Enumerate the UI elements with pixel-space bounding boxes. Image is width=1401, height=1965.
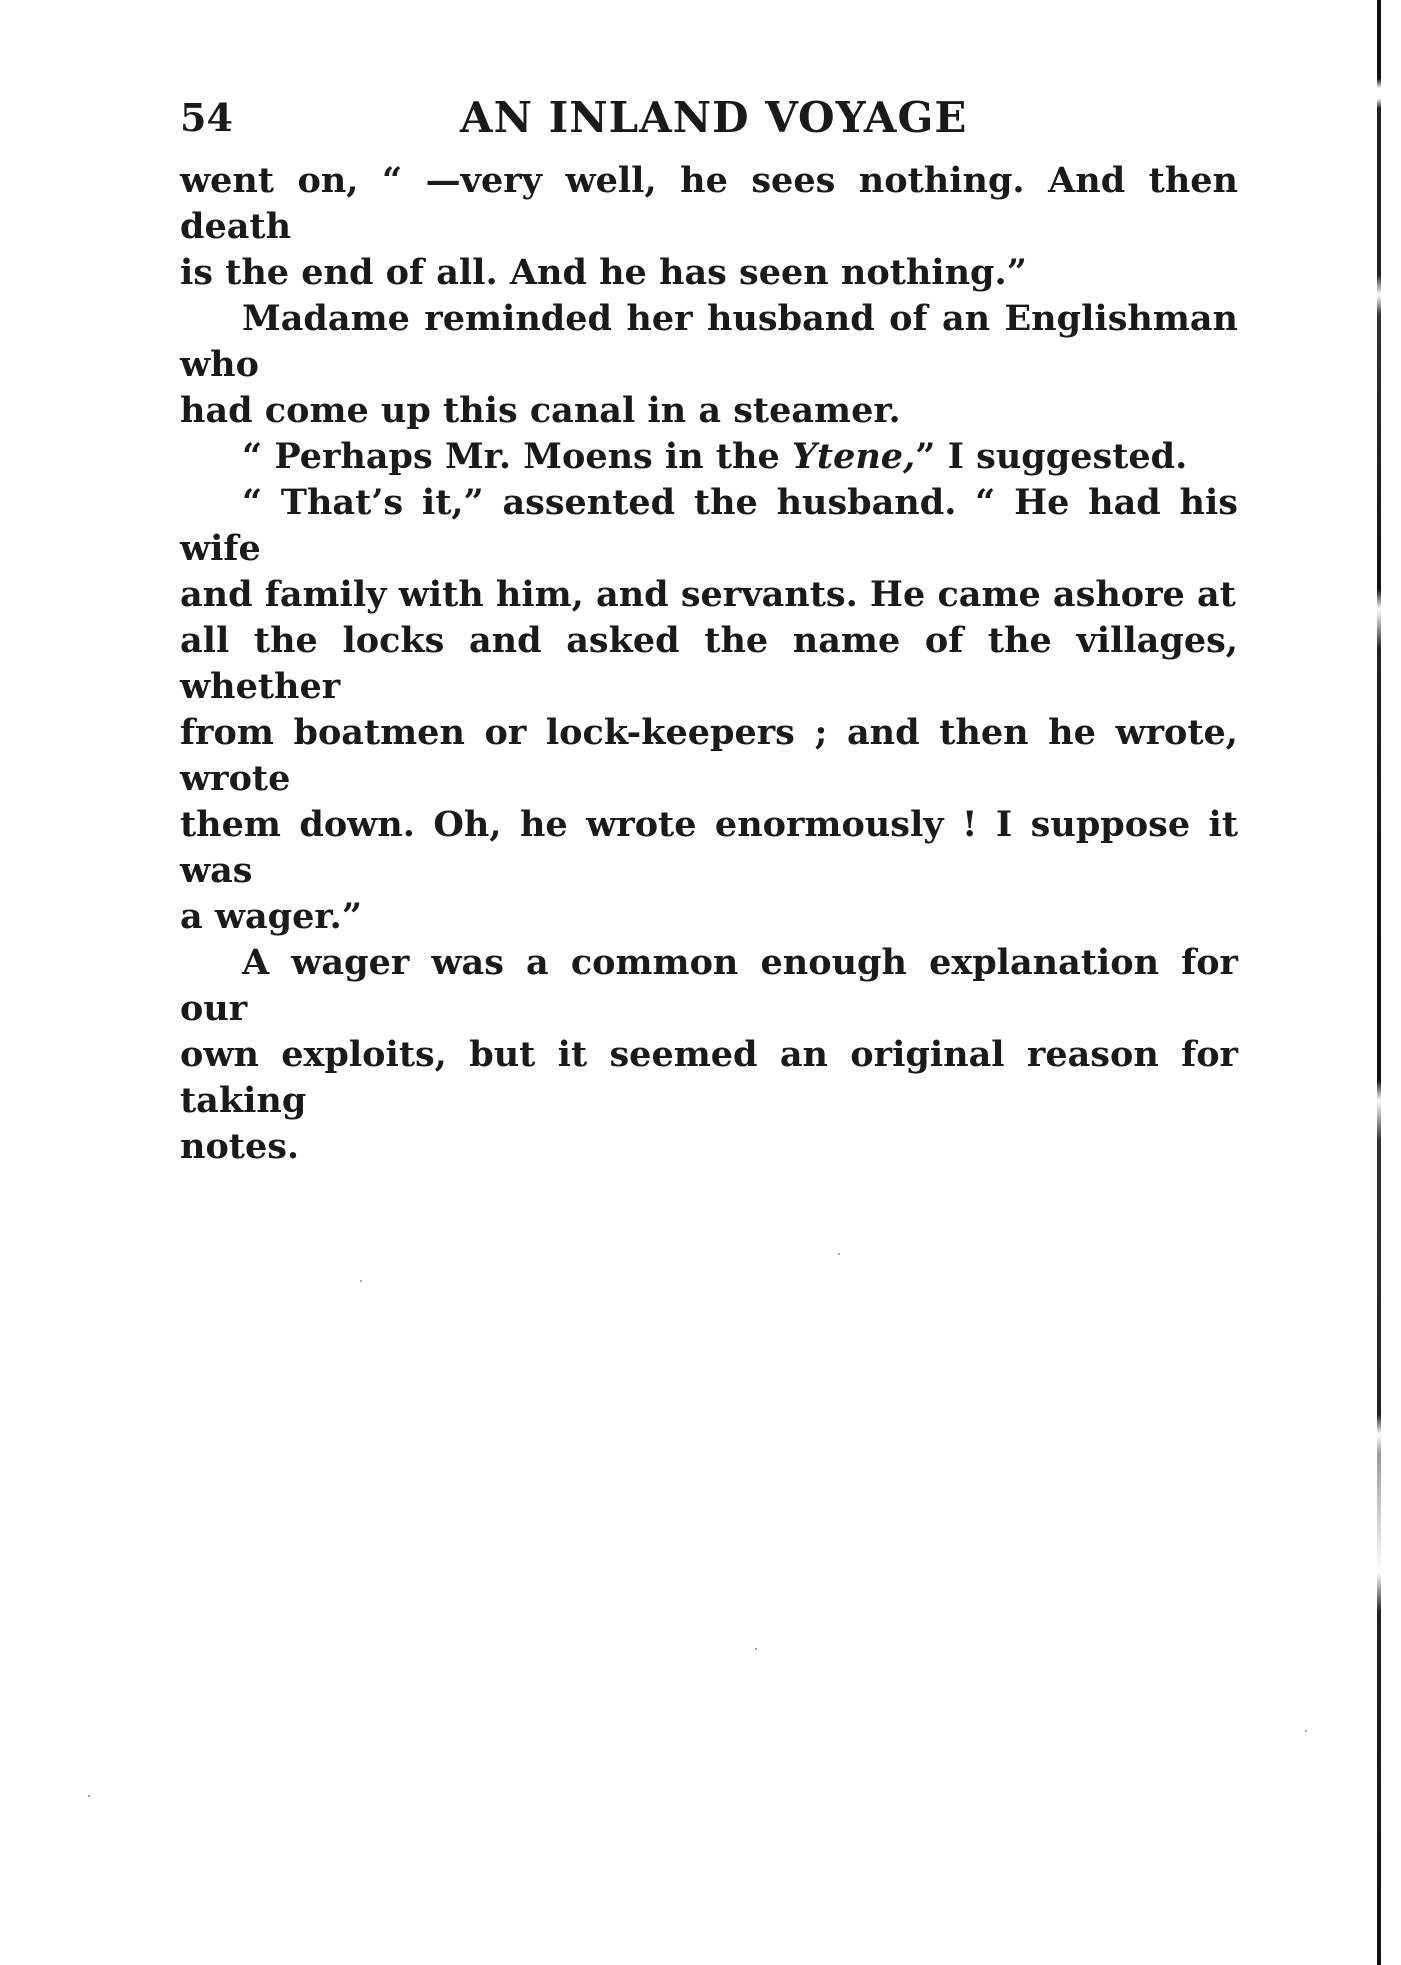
- running-head: [180, 88, 1238, 148]
- paragraph-3: [180, 434, 1238, 480]
- text-segment: “ Perhaps Mr. Moens in the: [242, 436, 792, 477]
- text-line: A wager was a common enough explanation for our: [180, 942, 1238, 1029]
- text-line: Madame reminded her husband of an Englishman who: [180, 298, 1238, 385]
- paper-speck: [755, 1648, 757, 1650]
- paper-speck: [838, 1253, 840, 1255]
- ship-name: Ytene,: [791, 436, 916, 477]
- page-number: 54: [180, 95, 233, 140]
- text-line: all the locks and asked the name of the villages, whether: [180, 620, 1238, 707]
- book-title: AN INLAND VOYAGE: [460, 93, 968, 142]
- paper-speck: [1305, 1730, 1307, 1732]
- paper-speck: [360, 1280, 362, 1282]
- text-line: a wager.”: [180, 896, 362, 937]
- text-line: from boatmen or lock-keepers ; and then he wrote, wrote: [180, 712, 1238, 799]
- text-line: them down. Oh, he wrote enormously ! I suppose it was: [180, 804, 1238, 891]
- text-line: had come up this canal in a steamer.: [180, 390, 901, 431]
- text-line: went on, “ —very well, he sees nothing. And then death: [180, 160, 1238, 247]
- page-binding-edge: [1377, 0, 1381, 1965]
- text-line: notes.: [180, 1126, 300, 1167]
- paragraph-4: [180, 480, 1238, 940]
- paragraph-2: [180, 296, 1238, 434]
- body-text: [180, 158, 1238, 1170]
- text-segment: ” I suggested.: [915, 436, 1188, 477]
- paper-speck: [88, 1795, 90, 1797]
- text-line: “ That’s it,” assented the husband. “ He had his wife: [180, 482, 1238, 569]
- text-line: and family with him, and servants. He came ashore at: [180, 574, 1236, 615]
- paragraph-5: [180, 940, 1238, 1170]
- text-line: own exploits, but it seemed an original reason for taking: [180, 1034, 1238, 1121]
- text-line: is the end of all. And he has seen nothing.”: [180, 252, 1027, 293]
- paragraph-1: [180, 158, 1238, 296]
